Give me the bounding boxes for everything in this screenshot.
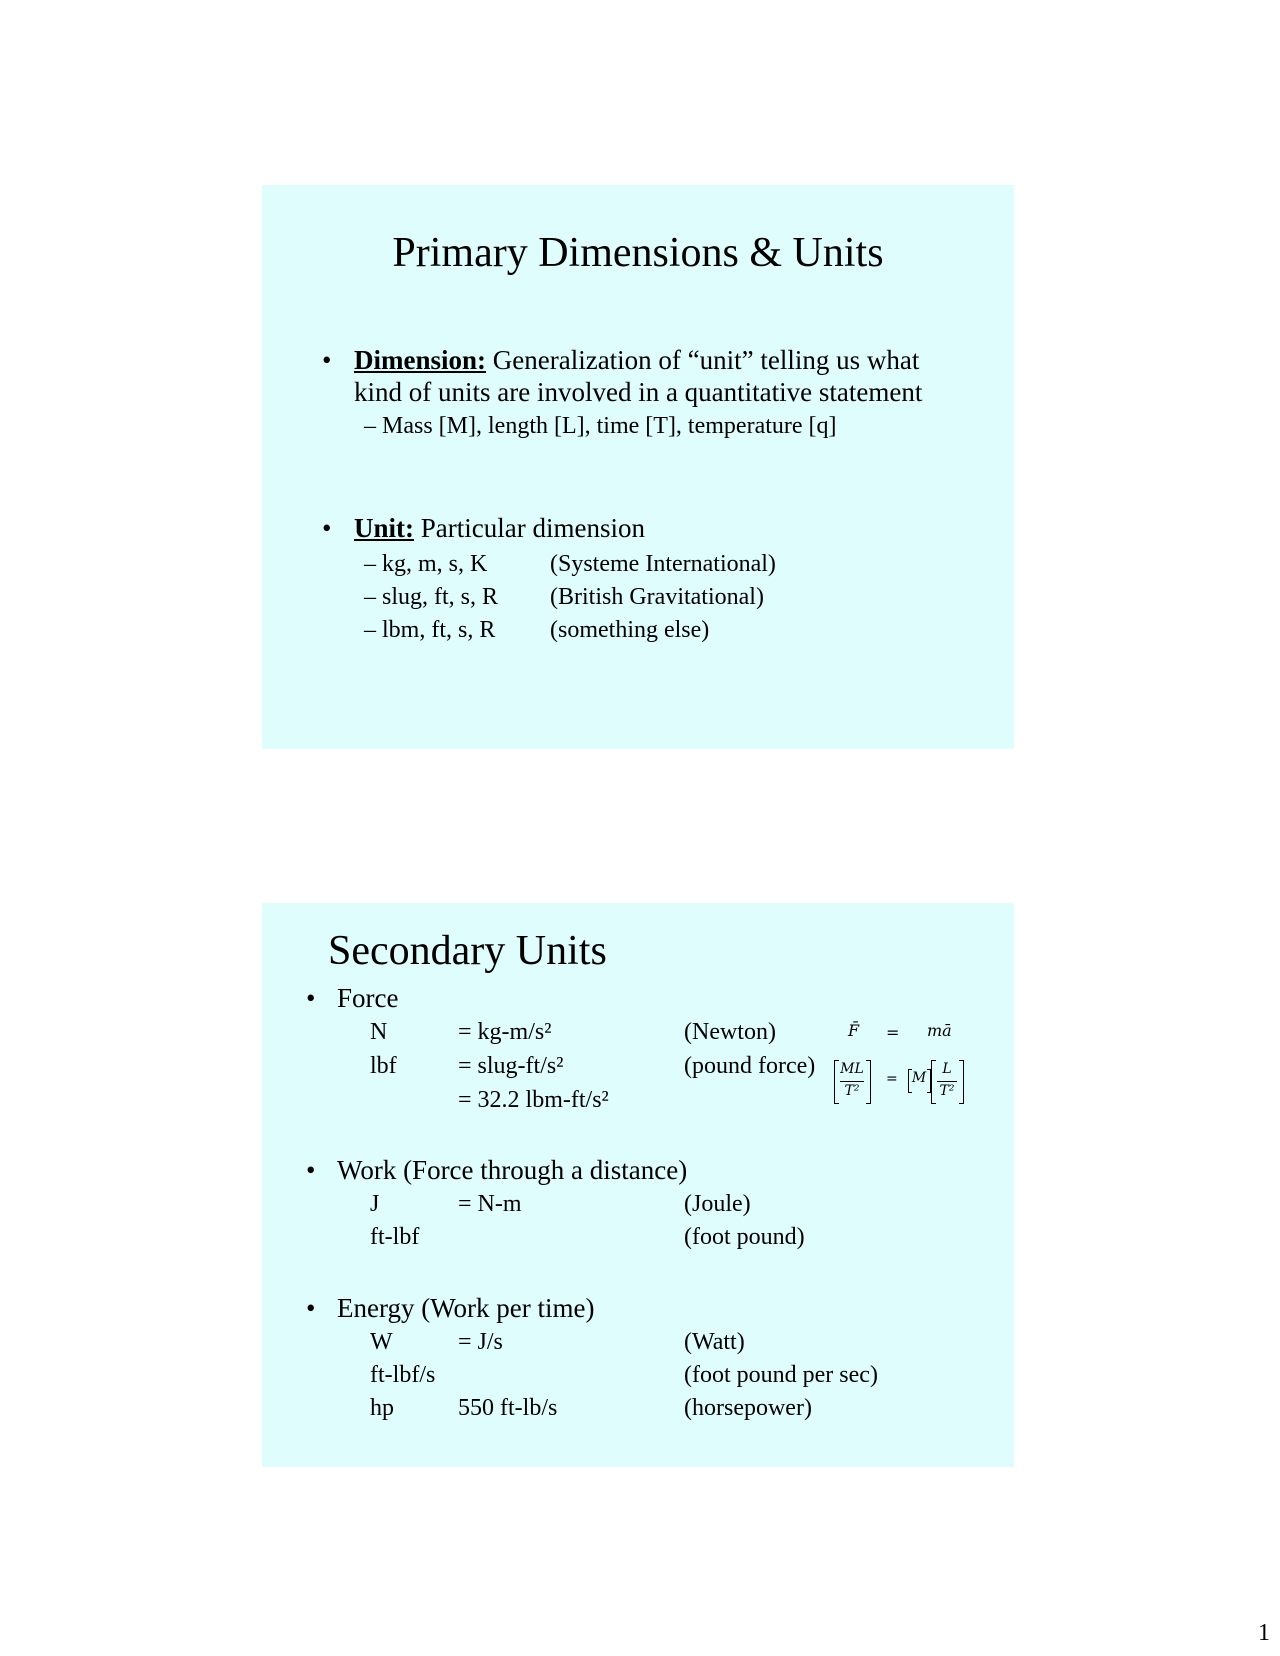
work-heading: Work (Force through a distance) <box>337 1155 688 1185</box>
bullet-dot: • <box>306 1293 316 1323</box>
fraction-bar <box>937 1081 957 1082</box>
unit-row-system: (something else) <box>550 617 710 643</box>
equation-force: F̄ <box>848 1021 860 1040</box>
bullet-dot: • <box>322 513 332 543</box>
slide-title: Secondary Units <box>328 928 607 974</box>
dimension-bullet <box>354 345 919 376</box>
unit-row: – lbm, ft, s, R <box>364 617 496 643</box>
unit-row-system: (British Gravitational) <box>550 584 764 610</box>
force-definition: = 32.2 lbm-ft/s² <box>458 1087 609 1113</box>
work-unit-name: (Joule) <box>684 1191 751 1217</box>
page-number: 1 <box>1258 1620 1270 1646</box>
energy-unit-name: (foot pound per sec) <box>684 1362 878 1388</box>
bullet-dot: • <box>306 1155 316 1185</box>
energy-unit-name: (horsepower) <box>684 1395 812 1421</box>
dimension-text-line1: Generalization of “unit” telling us what <box>486 345 920 375</box>
dimension-term: Dimension: <box>354 345 487 375</box>
unit-term: Unit: <box>354 513 414 543</box>
dimension-text-line2: kind of units are involved in a quantitative statement <box>354 377 923 407</box>
right-bracket <box>866 1060 871 1104</box>
bullet-dot: • <box>306 983 316 1013</box>
force-symbol: N <box>370 1019 388 1045</box>
energy-symbol: hp <box>370 1395 394 1421</box>
work-unit-name: (foot pound) <box>684 1224 805 1250</box>
fraction-denominator: T² <box>939 1083 955 1099</box>
dimension-sub-bullet: – Mass [M], length [L], time [T], temperature [q] <box>364 413 837 439</box>
fraction-numerator: L <box>942 1061 952 1077</box>
unit-row: – slug, ft, s, R <box>364 584 499 610</box>
energy-unit-name: (Watt) <box>684 1329 745 1355</box>
unit-row-units: kg, m, s, K <box>382 551 488 577</box>
unit-row-units: slug, ft, s, R <box>382 584 499 610</box>
work-symbol: J <box>370 1191 380 1217</box>
slide-primary-dimensions <box>262 185 1014 749</box>
slide-secondary-units <box>262 903 1014 1467</box>
force-definition: = kg-m/s² <box>458 1019 552 1045</box>
unit-bullet <box>354 513 645 544</box>
energy-definition: 550 ft-lb/s <box>458 1395 558 1421</box>
dimension-mass: M <box>911 1070 927 1086</box>
right-bracket <box>959 1060 964 1104</box>
unit-row-units: lbm, ft, s, R <box>382 617 496 643</box>
energy-definition: = J/s <box>458 1329 503 1355</box>
work-symbol: ft-lbf <box>370 1224 420 1250</box>
fraction-numerator: ML <box>840 1061 864 1077</box>
equation-equals: = <box>886 1071 898 1087</box>
unit-row: – kg, m, s, K <box>364 551 488 577</box>
force-heading: Force <box>337 983 399 1013</box>
bullet-dot: • <box>322 345 332 375</box>
energy-symbol: ft-lbf/s <box>370 1362 436 1388</box>
energy-heading: Energy (Work per time) <box>337 1293 595 1323</box>
slide-title: Primary Dimensions & Units <box>392 230 884 276</box>
force-symbol: lbf <box>370 1053 397 1079</box>
unit-text: Particular dimension <box>414 513 645 543</box>
unit-row-system: (Systeme International) <box>550 551 776 577</box>
energy-symbol: W <box>370 1329 393 1355</box>
force-definition: = slug-ft/s² <box>458 1053 564 1079</box>
equation-mass-accel: mā <box>927 1021 952 1040</box>
equation-equals: = <box>886 1023 900 1042</box>
dimension-examples: Mass [M], length [L], time [T], temperature [q] <box>382 413 837 439</box>
force-unit-name: (pound force) <box>684 1053 816 1079</box>
force-unit-name: (Newton) <box>684 1019 776 1045</box>
work-definition: = N-m <box>458 1191 522 1217</box>
fraction-denominator: T² <box>844 1083 860 1099</box>
fraction-bar <box>840 1081 864 1082</box>
